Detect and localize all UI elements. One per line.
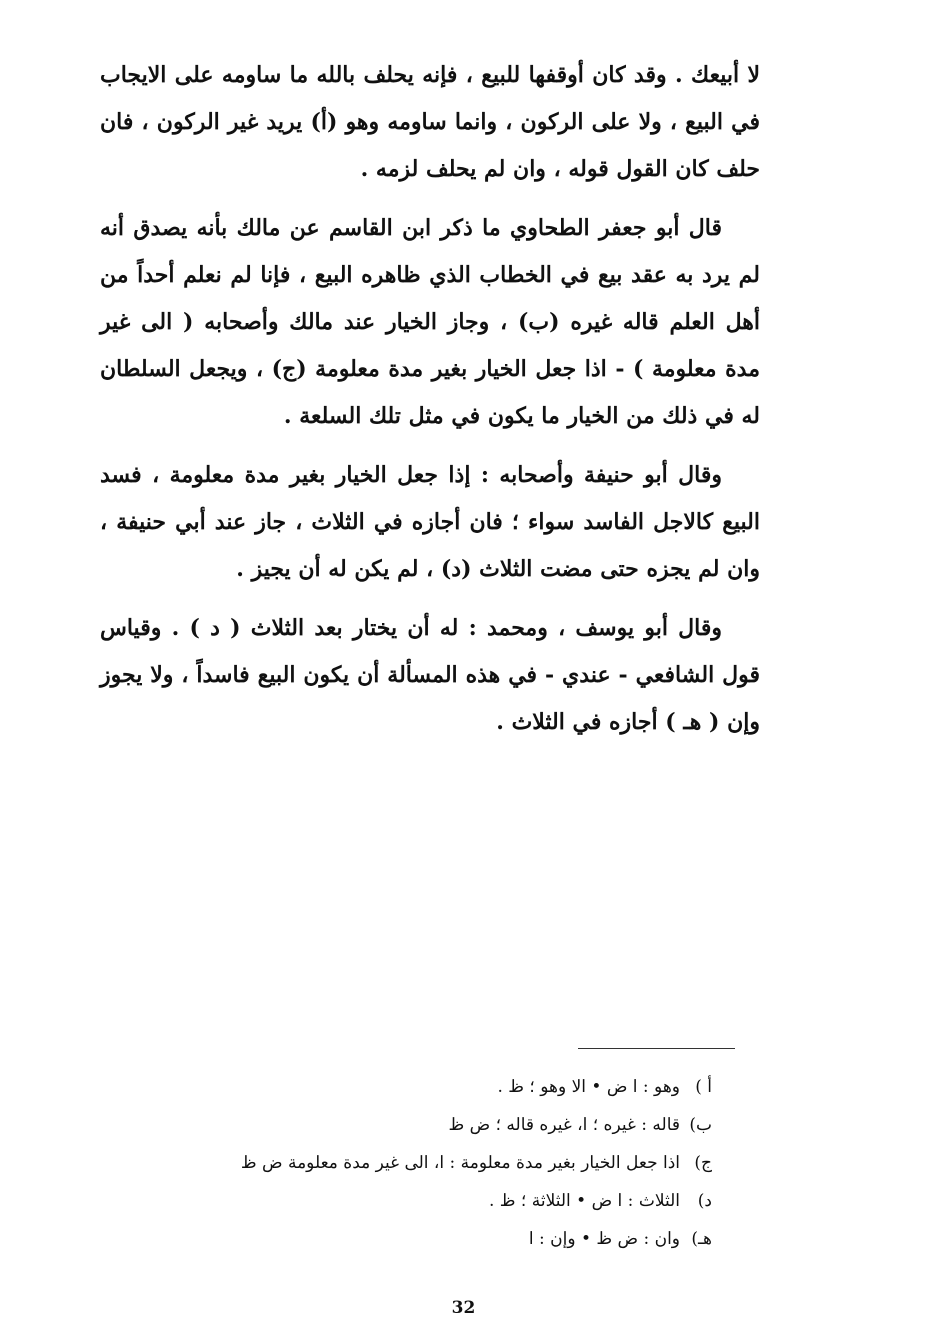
footnote-e: [100, 1220, 712, 1258]
footnote-c: [100, 1144, 712, 1182]
main-text: [100, 52, 760, 758]
footnote-divider: [578, 1048, 735, 1049]
footnote-marker: هـ): [691, 1229, 712, 1249]
footnote-text: وان : ض ظ • وإن : ا: [528, 1229, 680, 1249]
footnote-marker: ج): [694, 1153, 712, 1173]
page-number: 32: [451, 1298, 476, 1318]
footnote-marker: أ ): [695, 1077, 712, 1097]
footnote-text: اذا جعل الخيار بغير مدة معلومة : ا، الى غير مدة معلومة ض ظ: [240, 1153, 680, 1173]
paragraph-3: وقال أبو حنيفة وأصحابه : إذا جعل الخيار بغير مدة معلومة ، فسد البيع كالاجل الفاسد سواء ؛ فان أجازه في الثلاث ، جاز عند أبي حنيفة ، وان لم يجزه حتى مضت الثلاث (د) ، لم يكن له أن يجيز .: [100, 462, 760, 582]
footnote-marker: د): [697, 1191, 712, 1211]
footnote-text: الثلاث : ا ض • الثلاثة ؛ ظ .: [489, 1191, 680, 1211]
paragraph-4: وقال أبو يوسف ، ومحمد : له أن يختار بعد الثلاث ( د ) . وقياس قول الشافعي - عندي - في هذه المسألة أن يكون البيع فاسداً ، ولا يجوز وإن ( هـ ) أجازه في الثلاث .: [100, 615, 760, 735]
paragraph-1: لا أبيعك . وقد كان أوقفها للبيع ، فإنه يحلف بالله ما ساومه على الايجاب في البيع ، ولا على الركون ، وانما ساومه وهو (أ) يريد غير الركون ، فان حلف كان القول قوله ، وان لم يحلف لزمه .: [100, 62, 760, 182]
footnote-text: قاله : غيره ؛ ا، غيره قاله ؛ ض ظ: [448, 1115, 680, 1135]
footnote-marker: ب): [689, 1115, 712, 1135]
paragraph-2: قال أبو جعفر الطحاوي ما ذكر ابن القاسم عن مالك بأنه يصدق أنه لم يرد به عقد بيع في الخطاب الذي ظاهره البيع ، فإنا لم نعلم أحداً من أهل العلم قاله غيره (ب) ، وجاز الخيار عند مالك وأصحابه ( الى غير مدة معلومة ) - اذا جعل الخيار بغير مدة معلومة (ج) ، ويجعل السلطان له في ذلك من الخيار ما يكون في مثل تلك السلعة .: [100, 215, 761, 429]
footnote-b: [100, 1106, 712, 1144]
footnote-text: وهو : ا ض • الا وهو ؛ ظ .: [497, 1077, 680, 1097]
footnote-a: [100, 1068, 712, 1106]
footnotes: [100, 1068, 712, 1258]
footnote-d: [100, 1182, 712, 1220]
